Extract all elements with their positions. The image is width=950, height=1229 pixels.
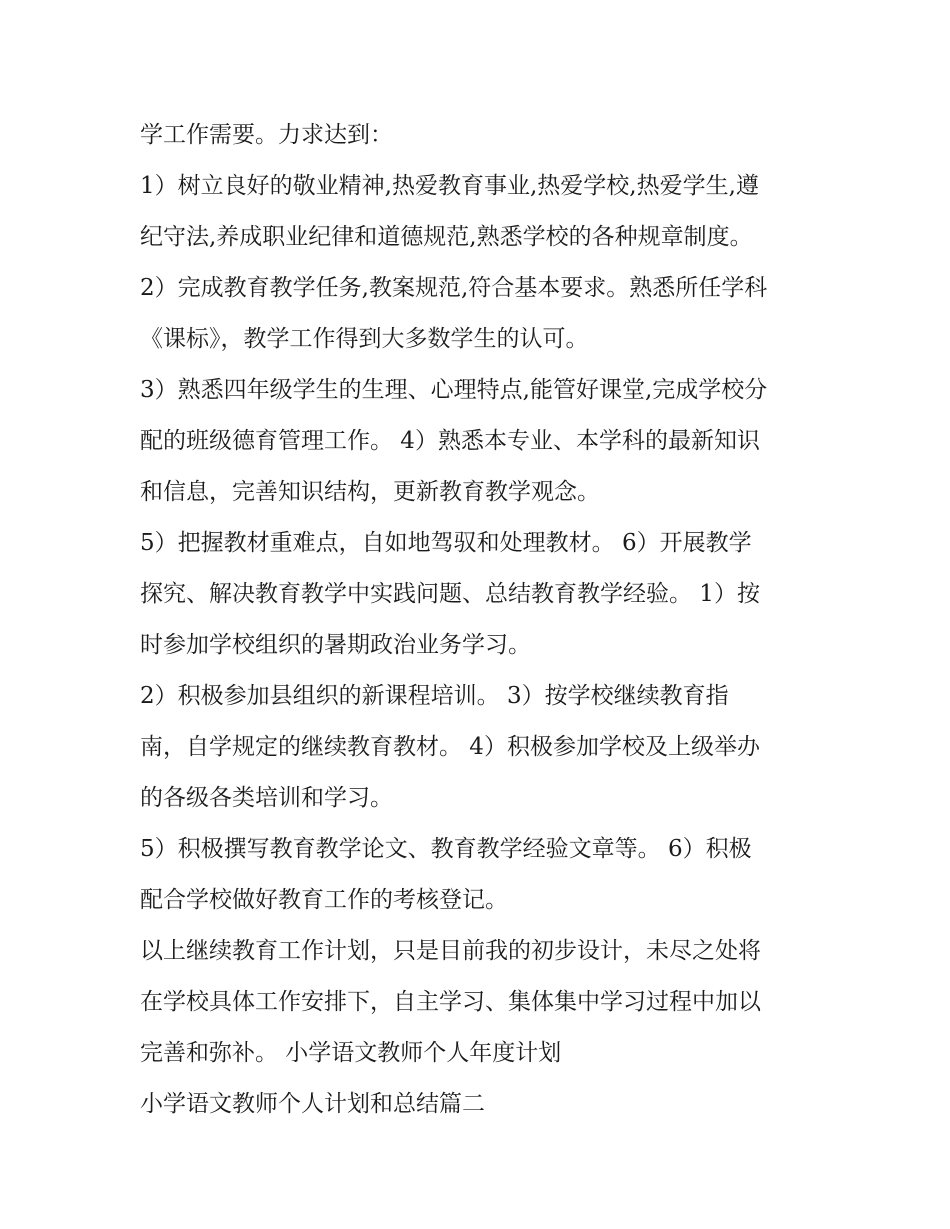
- text-line: 5）积极撰写教育教学论文、教育教学经验文章等。 6）积极: [140, 836, 752, 862]
- text-line: 南，自学规定的继续教育教材。 4）积极参加学校及上级举办: [140, 734, 760, 760]
- text-line: 1）树立良好的敬业精神,热爱教育事业,热爱学校,热爱学生,遵: [140, 173, 759, 199]
- text-line: 探究、解决教育教学中实践问题、总结教育教学经验。 1）按: [140, 581, 760, 607]
- text-line: 5）把握教材重难点，自如地驾驭和处理教材。 6）开展教学: [140, 530, 752, 556]
- text-line: 和信息，完善知识结构，更新教育教学观念。: [140, 479, 600, 505]
- text-line: 2）完成教育教学任务,教案规范,符合基本要求。熟悉所任学科: [140, 275, 768, 301]
- text-line: 纪守法,养成职业纪律和道德规范,熟悉学校的各种规章制度。: [140, 224, 753, 250]
- text-line: 以上继续教育工作计划，只是目前我的初步设计，未尽之处将: [140, 938, 761, 964]
- document-body: [140, 110, 820, 1130]
- text-line: 《课标》，教学工作得到大多数学生的认可。: [140, 326, 589, 352]
- text-line: 时参加学校组织的暑期政治业务学习。: [140, 632, 531, 658]
- text-line: 的各级各类培训和学习。: [140, 785, 393, 811]
- section-heading: 小学语文教师个人计划和总结篇二: [140, 1091, 485, 1117]
- text-line: 配合学校做好教育工作的考核登记。: [140, 887, 508, 913]
- text-line: 配的班级德育管理工作。 4）熟悉本专业、本学科的最新知识: [140, 428, 760, 454]
- text-line: 2）积极参加县组织的新课程培训。 3）按学校继续教育指: [140, 683, 729, 709]
- text-line: 完善和弥补。 小学语文教师个人年度计划: [140, 1040, 562, 1066]
- text-line: 3）熟悉四年级学生的生理、心理特点,能管好课堂,完成学校分: [140, 377, 768, 403]
- text-line: 学工作需要。力求达到：: [140, 122, 393, 148]
- text-line: 在学校具体工作安排下，自主学习、集体集中学习过程中加以: [140, 989, 761, 1015]
